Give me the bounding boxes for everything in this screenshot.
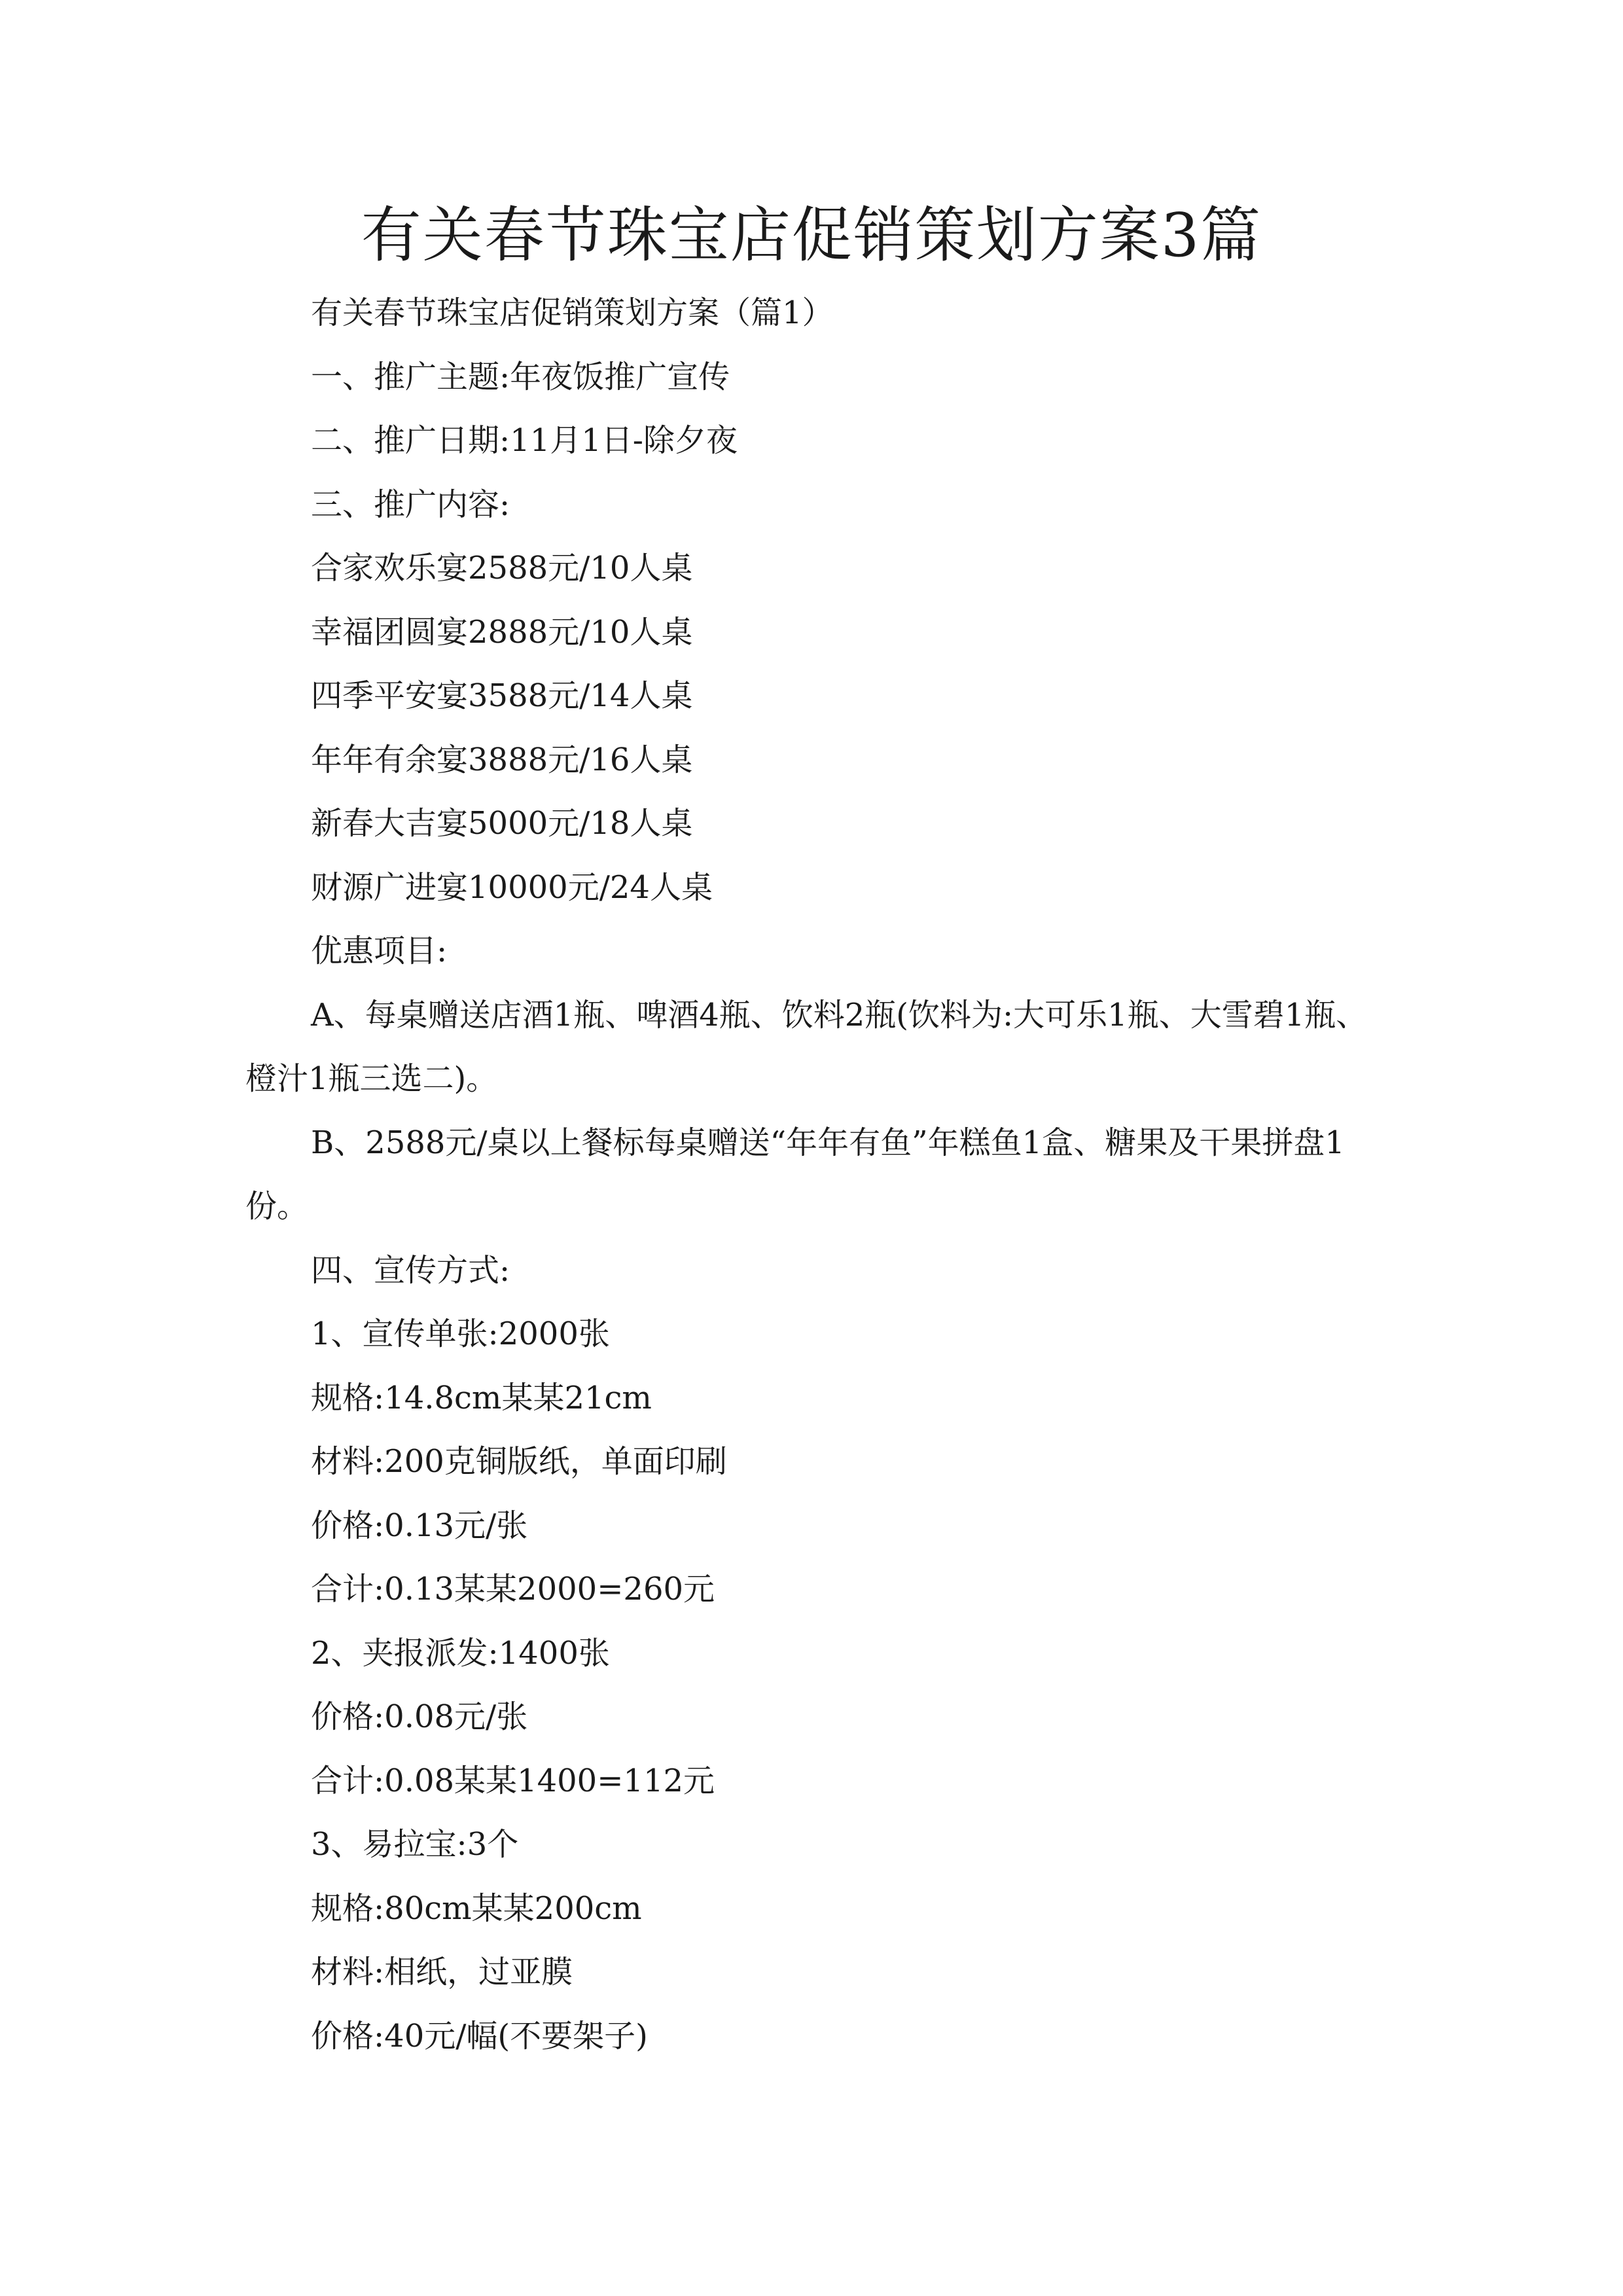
paragraph: 价格:40元/幅(不要架子) — [311, 2017, 648, 2054]
paragraph: 合计:0.13某某2000=260元 — [311, 1571, 715, 1607]
paragraph: 规格:80cm某某200cm — [311, 1890, 642, 1927]
paragraph: 合计:0.08某某1400=112元 — [311, 1762, 715, 1799]
paragraph: 材料:相纸，过亚膜 — [311, 1954, 573, 1990]
paragraph: 幸福团圆宴2888元/10人桌 — [311, 613, 693, 651]
paragraph: 规格:14.8cm某某21cm — [311, 1379, 652, 1416]
paragraph: 新春大吉宴5000元/18人桌 — [311, 805, 693, 842]
paragraph: 优惠项目: — [311, 933, 448, 969]
paragraph: 四季平安宴3588元/14人桌 — [311, 677, 693, 714]
paragraph: 价格:0.08元/张 — [311, 1698, 528, 1735]
document-title: 有关春节珠宝店促销策划方案3篇 — [361, 200, 1262, 270]
paragraph: 有关春节珠宝店促销策划方案（篇1） — [311, 295, 834, 331]
paragraph: 二、推广日期:11月1日-除夕夜 — [311, 422, 738, 459]
paragraph: 三、推广内容: — [311, 486, 510, 523]
document-body — [245, 281, 1384, 2068]
paragraph: 年年有余宴3888元/16人桌 — [311, 741, 693, 778]
paragraph: 合家欢乐宴2588元/10人桌 — [311, 550, 693, 586]
paragraph: 3、易拉宝:3个 — [311, 1826, 519, 1863]
paragraph: 四、宣传方式: — [311, 1251, 510, 1289]
paragraph: 财源广进宴10000元/24人桌 — [311, 869, 713, 906]
paragraph: 材料:200克铜版纸，单面印刷 — [311, 1443, 727, 1480]
paragraph: A、每桌赠送店酒1瓶、啤酒4瓶、饮料2瓶(饮料为:大可乐1瓶、大雪碧1瓶、橙汁1瓶三选二)。 — [245, 996, 1368, 1097]
paragraph: 一、推广主题:年夜饭推广宣传 — [311, 358, 730, 395]
paragraph: 1、宣传单张:2000张 — [311, 1316, 610, 1352]
paragraph: 2、夹报派发:1400张 — [311, 1634, 610, 1672]
paragraph: B、2588元/桌以上餐标每桌赠送“年年有鱼”年糕鱼1盒、糖果及干果拼盘1份。 — [245, 1124, 1345, 1225]
paragraph: 价格:0.13元/张 — [311, 1507, 528, 1544]
